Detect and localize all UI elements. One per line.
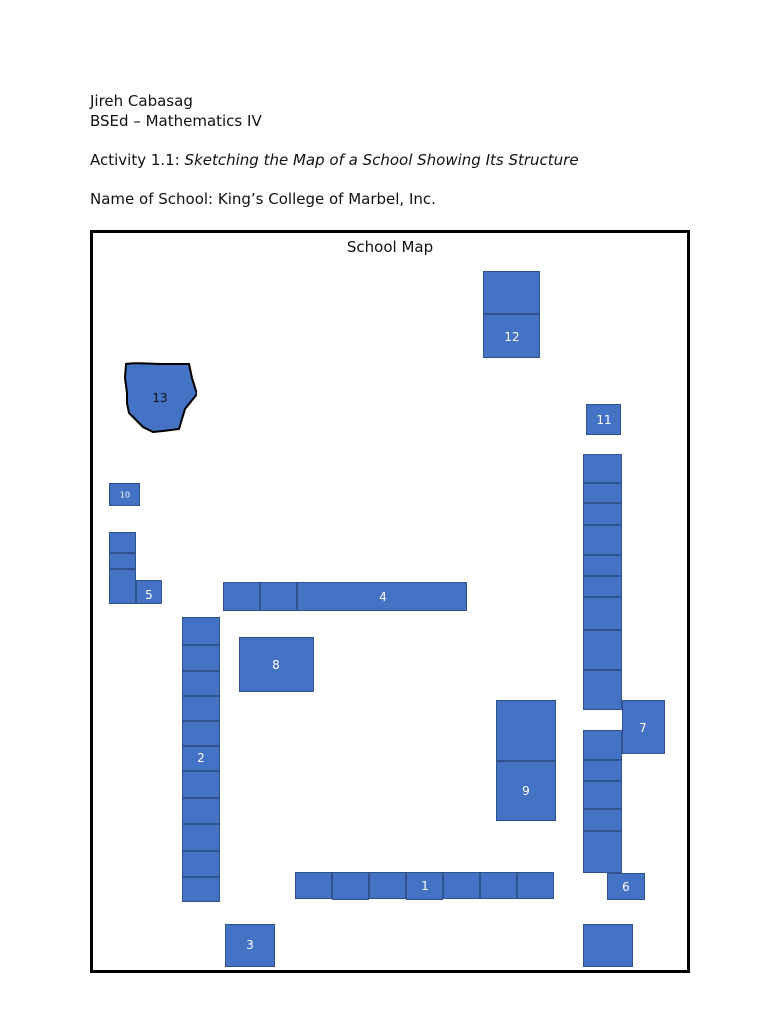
- school-name-line: Name of School: King’s College of Marbel, Inc.: [90, 190, 436, 208]
- building-5-segment: [109, 569, 136, 604]
- building-2-segment: [182, 824, 220, 851]
- building-10-label: 10: [119, 490, 131, 500]
- building-4-segment: [223, 582, 260, 611]
- building-3-label: 3: [246, 938, 254, 952]
- building-7-label: 7: [639, 721, 647, 735]
- activity-title: Sketching the Map of a School Showing Its Structure: [184, 151, 579, 169]
- building-bottom-right: [583, 924, 633, 967]
- building-9-label: 9: [522, 784, 530, 798]
- building-1-segment: [517, 872, 554, 899]
- building-5-label: 5: [145, 588, 153, 602]
- activity-prefix: Activity 1.1:: [90, 151, 185, 169]
- building-5-segment: [109, 532, 136, 553]
- right-lower-segment: [583, 760, 622, 781]
- map-title: School Map: [346, 238, 434, 256]
- author-name: Jireh Cabasag: [90, 92, 193, 110]
- building-2-segment: [182, 696, 220, 721]
- building-2-segment: [182, 617, 220, 645]
- building-2-segment: [182, 771, 220, 798]
- school-map: [90, 230, 690, 973]
- right-wing-segment: [583, 555, 622, 576]
- building-2-segment: [182, 671, 220, 696]
- building-2-label: 2: [197, 751, 205, 765]
- right-wing-segment: [583, 630, 622, 670]
- building-2-segment: [182, 721, 220, 746]
- building-12-upper: [483, 271, 540, 314]
- right-wing-segment: [583, 503, 622, 525]
- building-1-segment: [443, 872, 480, 899]
- building-2-segment: [182, 851, 220, 877]
- right-wing-segment: [583, 597, 622, 630]
- building-1-segment: [295, 872, 332, 899]
- building-4-segment: [260, 582, 297, 611]
- right-wing-segment: [583, 483, 622, 503]
- building-11-label: 11: [596, 413, 612, 427]
- building-9-upper: [496, 700, 556, 761]
- right-wing-segment: [583, 576, 622, 597]
- building-12-label: 12: [504, 330, 520, 344]
- building-13-label: 13: [152, 391, 168, 405]
- building-5-segment: [109, 553, 136, 569]
- right-lower-segment: [583, 781, 622, 809]
- right-wing-segment: [583, 670, 622, 710]
- building-4-label: 4: [379, 590, 387, 604]
- building-6-label: 6: [622, 880, 630, 894]
- building-1-label: 1: [421, 879, 429, 893]
- building-1-segment: [369, 872, 406, 899]
- right-wing-segment: [583, 454, 622, 483]
- building-2-segment: [182, 798, 220, 824]
- activity-line: [90, 151, 579, 169]
- building-2-segment: [182, 645, 220, 671]
- right-lower-segment: [583, 809, 622, 831]
- right-lower-segment: [583, 831, 622, 873]
- right-wing-segment: [583, 525, 622, 555]
- building-2-segment: [182, 877, 220, 902]
- right-lower-segment: [583, 730, 622, 760]
- program-line: BSEd – Mathematics IV: [90, 112, 262, 130]
- building-1-segment: [332, 872, 369, 900]
- building-8-label: 8: [272, 658, 280, 672]
- building-1-segment: [480, 872, 517, 899]
